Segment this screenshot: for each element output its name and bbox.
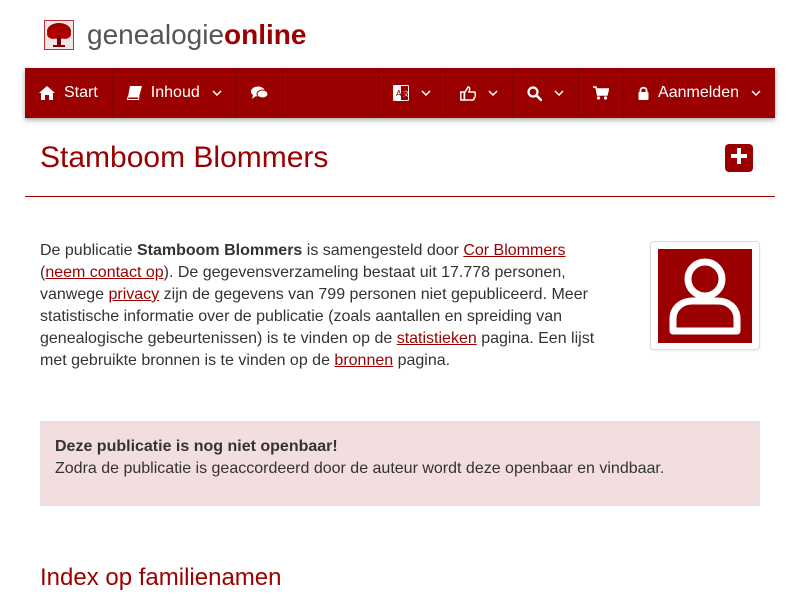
intro-text: ). De gegevensverzameling bestaat uit 17.778 personen, vanwege (40, 264, 566, 303)
alert-body: Zodra de publicatie is geaccordeerd door de auteur wordt deze openbaar en vindbaar. (55, 460, 665, 477)
nav-forum[interactable] (237, 68, 283, 118)
plus-icon (730, 147, 748, 170)
nav-spacer (283, 68, 379, 118)
author-link[interactable]: Cor Blommers (463, 242, 566, 259)
publication-name: Stamboom Blommers (136, 242, 303, 259)
intro-text: pagina. (393, 352, 451, 369)
thumbs-up-icon (460, 86, 476, 101)
logo-text-online: online (224, 19, 307, 50)
lock-icon (638, 86, 649, 100)
publication-intro (40, 240, 610, 372)
book-icon (127, 86, 142, 100)
logo-text-genealogie: genealogie (87, 19, 225, 50)
chevron-down-icon (212, 90, 222, 96)
comments-icon (251, 86, 268, 100)
nav-login-label: Aanmelden (658, 84, 739, 101)
chevron-down-icon (421, 90, 431, 96)
svg-text:文: 文 (402, 90, 410, 98)
shopping-cart-icon (593, 86, 609, 100)
svg-text:A: A (396, 89, 402, 98)
nav-share[interactable] (446, 68, 513, 118)
privacy-link[interactable]: privacy (108, 286, 160, 303)
search-icon (527, 86, 542, 101)
nav-start[interactable] (25, 68, 113, 118)
intro-text: pagina. Een lijst met gebruikte bronnen is te vinden op de (40, 330, 595, 369)
translate-icon (393, 85, 409, 101)
home-icon (39, 86, 55, 100)
title-divider (25, 196, 775, 197)
user-icon (658, 249, 752, 343)
sources-link[interactable]: bronnen (334, 352, 394, 369)
nav-shop[interactable] (579, 68, 624, 118)
nav-search[interactable] (513, 68, 579, 118)
intro-text: is samengesteld door (302, 242, 464, 259)
statistics-link[interactable]: statistieken (396, 330, 477, 347)
alert-heading: Deze publicatie is nog niet openbaar! (55, 438, 338, 455)
site-logo[interactable] (44, 18, 306, 52)
nav-language[interactable] (379, 68, 446, 118)
tree-icon (44, 20, 74, 50)
nav-inhoud-label: Inhoud (150, 84, 200, 101)
chevron-down-icon (488, 90, 498, 96)
nav-inhoud[interactable] (113, 68, 237, 118)
page-title: Stamboom Blommers (40, 141, 329, 174)
contact-link[interactable]: neem contact op (45, 264, 164, 281)
not-public-alert (40, 421, 760, 506)
main-navbar (25, 68, 775, 118)
intro-text: ( (40, 264, 46, 281)
chevron-down-icon (751, 90, 761, 96)
intro-text: zijn de gegevens van 799 personen niet gepubliceerd. Meer statistische informatie over de publicatie (zoals aantallen en spreiding van genealogische gebeurtenissen) is te vinden op de (40, 286, 588, 347)
add-button[interactable] (725, 144, 753, 172)
nav-login[interactable] (624, 68, 775, 118)
nav-start-label: Start (64, 84, 98, 101)
surname-index-heading: Index op familienamen (40, 564, 282, 591)
chevron-down-icon (554, 90, 564, 96)
author-avatar[interactable] (650, 241, 760, 350)
intro-text: De publicatie (40, 242, 137, 259)
logo-text (87, 20, 306, 50)
